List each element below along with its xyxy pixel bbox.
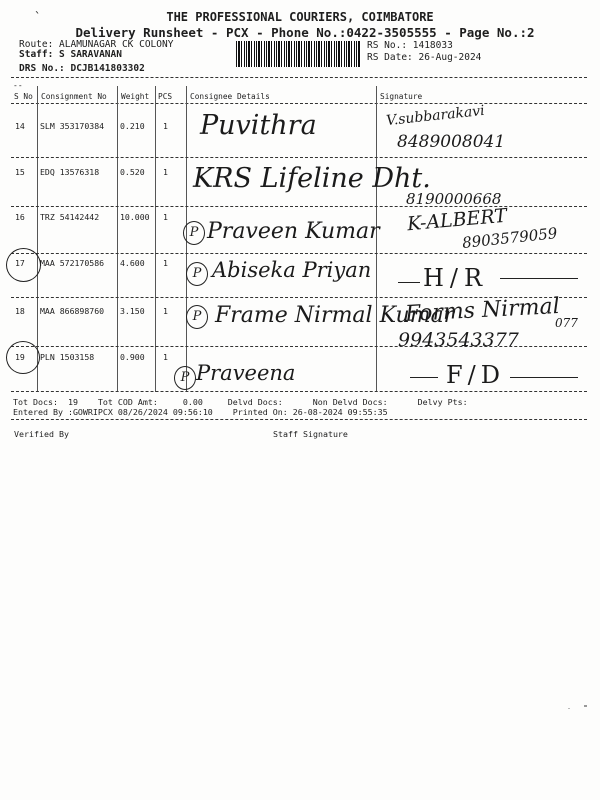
signature-phone: 8190000668 <box>406 190 502 208</box>
runsheet-subtitle: Delivery Runsheet - PCX - Phone No.:0422-3505555 - Page No.:2 <box>75 25 535 40</box>
row-consignment: TRZ 54142442 <box>40 212 100 222</box>
row-weight: 3.150 <box>120 306 145 316</box>
signature-phone: 8489008041 <box>397 132 506 152</box>
signature-stroke <box>398 282 420 283</box>
rs-number: RS No.: 1418033 <box>367 40 453 51</box>
drs-number: DRS No.: DCJB141803302 <box>19 63 145 74</box>
signature-handwriting: F/D <box>446 361 505 389</box>
staff-signature-label: Staff Signature <box>273 429 348 439</box>
consignee-handwriting: Frame Nirmal Kumar <box>215 303 455 328</box>
col-header-signature: Signature <box>380 92 423 101</box>
rule-header <box>11 103 587 104</box>
signature-stroke <box>500 278 578 279</box>
consignee-handwriting: Praveena <box>196 361 296 385</box>
row-pcs: 1 <box>163 258 168 268</box>
signature-handwriting: K-ALBERT <box>406 204 508 236</box>
signature-stroke <box>510 377 578 378</box>
scan-speck <box>568 708 570 709</box>
staff-label: Staff: S SARAVANAN <box>19 49 122 60</box>
p-marker-icon: P <box>174 366 196 390</box>
row-pcs: 1 <box>163 167 168 177</box>
row-consignment: SLM 353170384 <box>40 121 105 131</box>
row-consignment: EDQ 13576318 <box>40 167 100 177</box>
row-pcs: 1 <box>163 306 168 316</box>
route-label: Route: ALAMUNAGAR CK COLONY <box>19 39 174 50</box>
consignee-handwriting: Abiseka Priyan <box>212 258 372 282</box>
scan-speck <box>584 705 587 707</box>
row-weight: 10.000 <box>120 212 150 222</box>
signature-handwriting: H/R <box>423 264 489 292</box>
row-sno: 17 <box>15 258 25 268</box>
signature-phone: 9943543377 <box>398 329 519 351</box>
rs-date: RS Date: 26-Aug-2024 <box>367 52 482 63</box>
row-pcs: 1 <box>163 352 168 362</box>
signature-note: 077 <box>555 316 578 330</box>
row-sno: 18 <box>15 306 25 316</box>
p-marker-icon: P <box>186 305 208 329</box>
row-weight: 0.900 <box>120 352 145 362</box>
row-divider <box>11 253 587 254</box>
p-marker-icon: P <box>186 262 208 286</box>
col-header-sno: S No <box>14 92 33 101</box>
row-divider <box>11 346 587 347</box>
consignee-handwriting: Praveen Kumar <box>207 219 380 244</box>
col-header-consignee: Consignee Details <box>190 92 270 101</box>
signature-stroke <box>410 377 438 378</box>
consignee-handwriting: Puvithra <box>200 110 317 141</box>
signature-handwriting: V.subbarakavi <box>385 102 486 130</box>
signature-handwriting: Forms Nirmal <box>404 293 561 328</box>
consignee-handwriting: KRS Lifeline Dht. <box>193 163 431 194</box>
col-header-pcs: PCS <box>158 92 173 101</box>
row-consignment: MAA 866898760 <box>40 306 105 316</box>
entered-by-line: Entered By :GOWRIPCX 08/26/2024 09:56:10 Printed On: 26-08-2024 09:55:35 <box>13 407 388 417</box>
p-marker-icon: P <box>183 221 205 245</box>
row-sno: 19 <box>15 352 25 362</box>
row-weight: 0.210 <box>120 121 145 131</box>
row-consignment: MAA 572170586 <box>40 258 105 268</box>
document-title: THE PROFESSIONAL COURIERS, COIMBATORE <box>166 10 434 24</box>
row-weight: 4.600 <box>120 258 145 268</box>
rule-top <box>11 77 587 78</box>
col-header-consignment: Consignment No <box>41 92 107 101</box>
rule-bottom <box>11 391 587 392</box>
verified-by-label: Verified By <box>14 429 69 439</box>
totals-line: Tot Docs: 19 Tot COD Amt: 0.00 Delvd Docs: Non Delvd Docs: Delvy Pts: <box>13 397 468 407</box>
signature-phone: 8903579059 <box>461 224 559 252</box>
col-header-weight: Weight <box>121 92 150 101</box>
row-consignment: PLN 1503158 <box>40 352 95 362</box>
table-top-marker: -- <box>13 81 23 90</box>
row-sno: 16 <box>15 212 25 222</box>
corner-mark: ` <box>34 10 42 24</box>
row-sno: 14 <box>15 121 25 131</box>
row-pcs: 1 <box>163 121 168 131</box>
row-weight: 0.520 <box>120 167 145 177</box>
rule-footer <box>11 419 587 420</box>
row-sno: 15 <box>15 167 25 177</box>
row-pcs: 1 <box>163 212 168 222</box>
barcode <box>236 41 361 67</box>
row-divider <box>11 157 587 158</box>
